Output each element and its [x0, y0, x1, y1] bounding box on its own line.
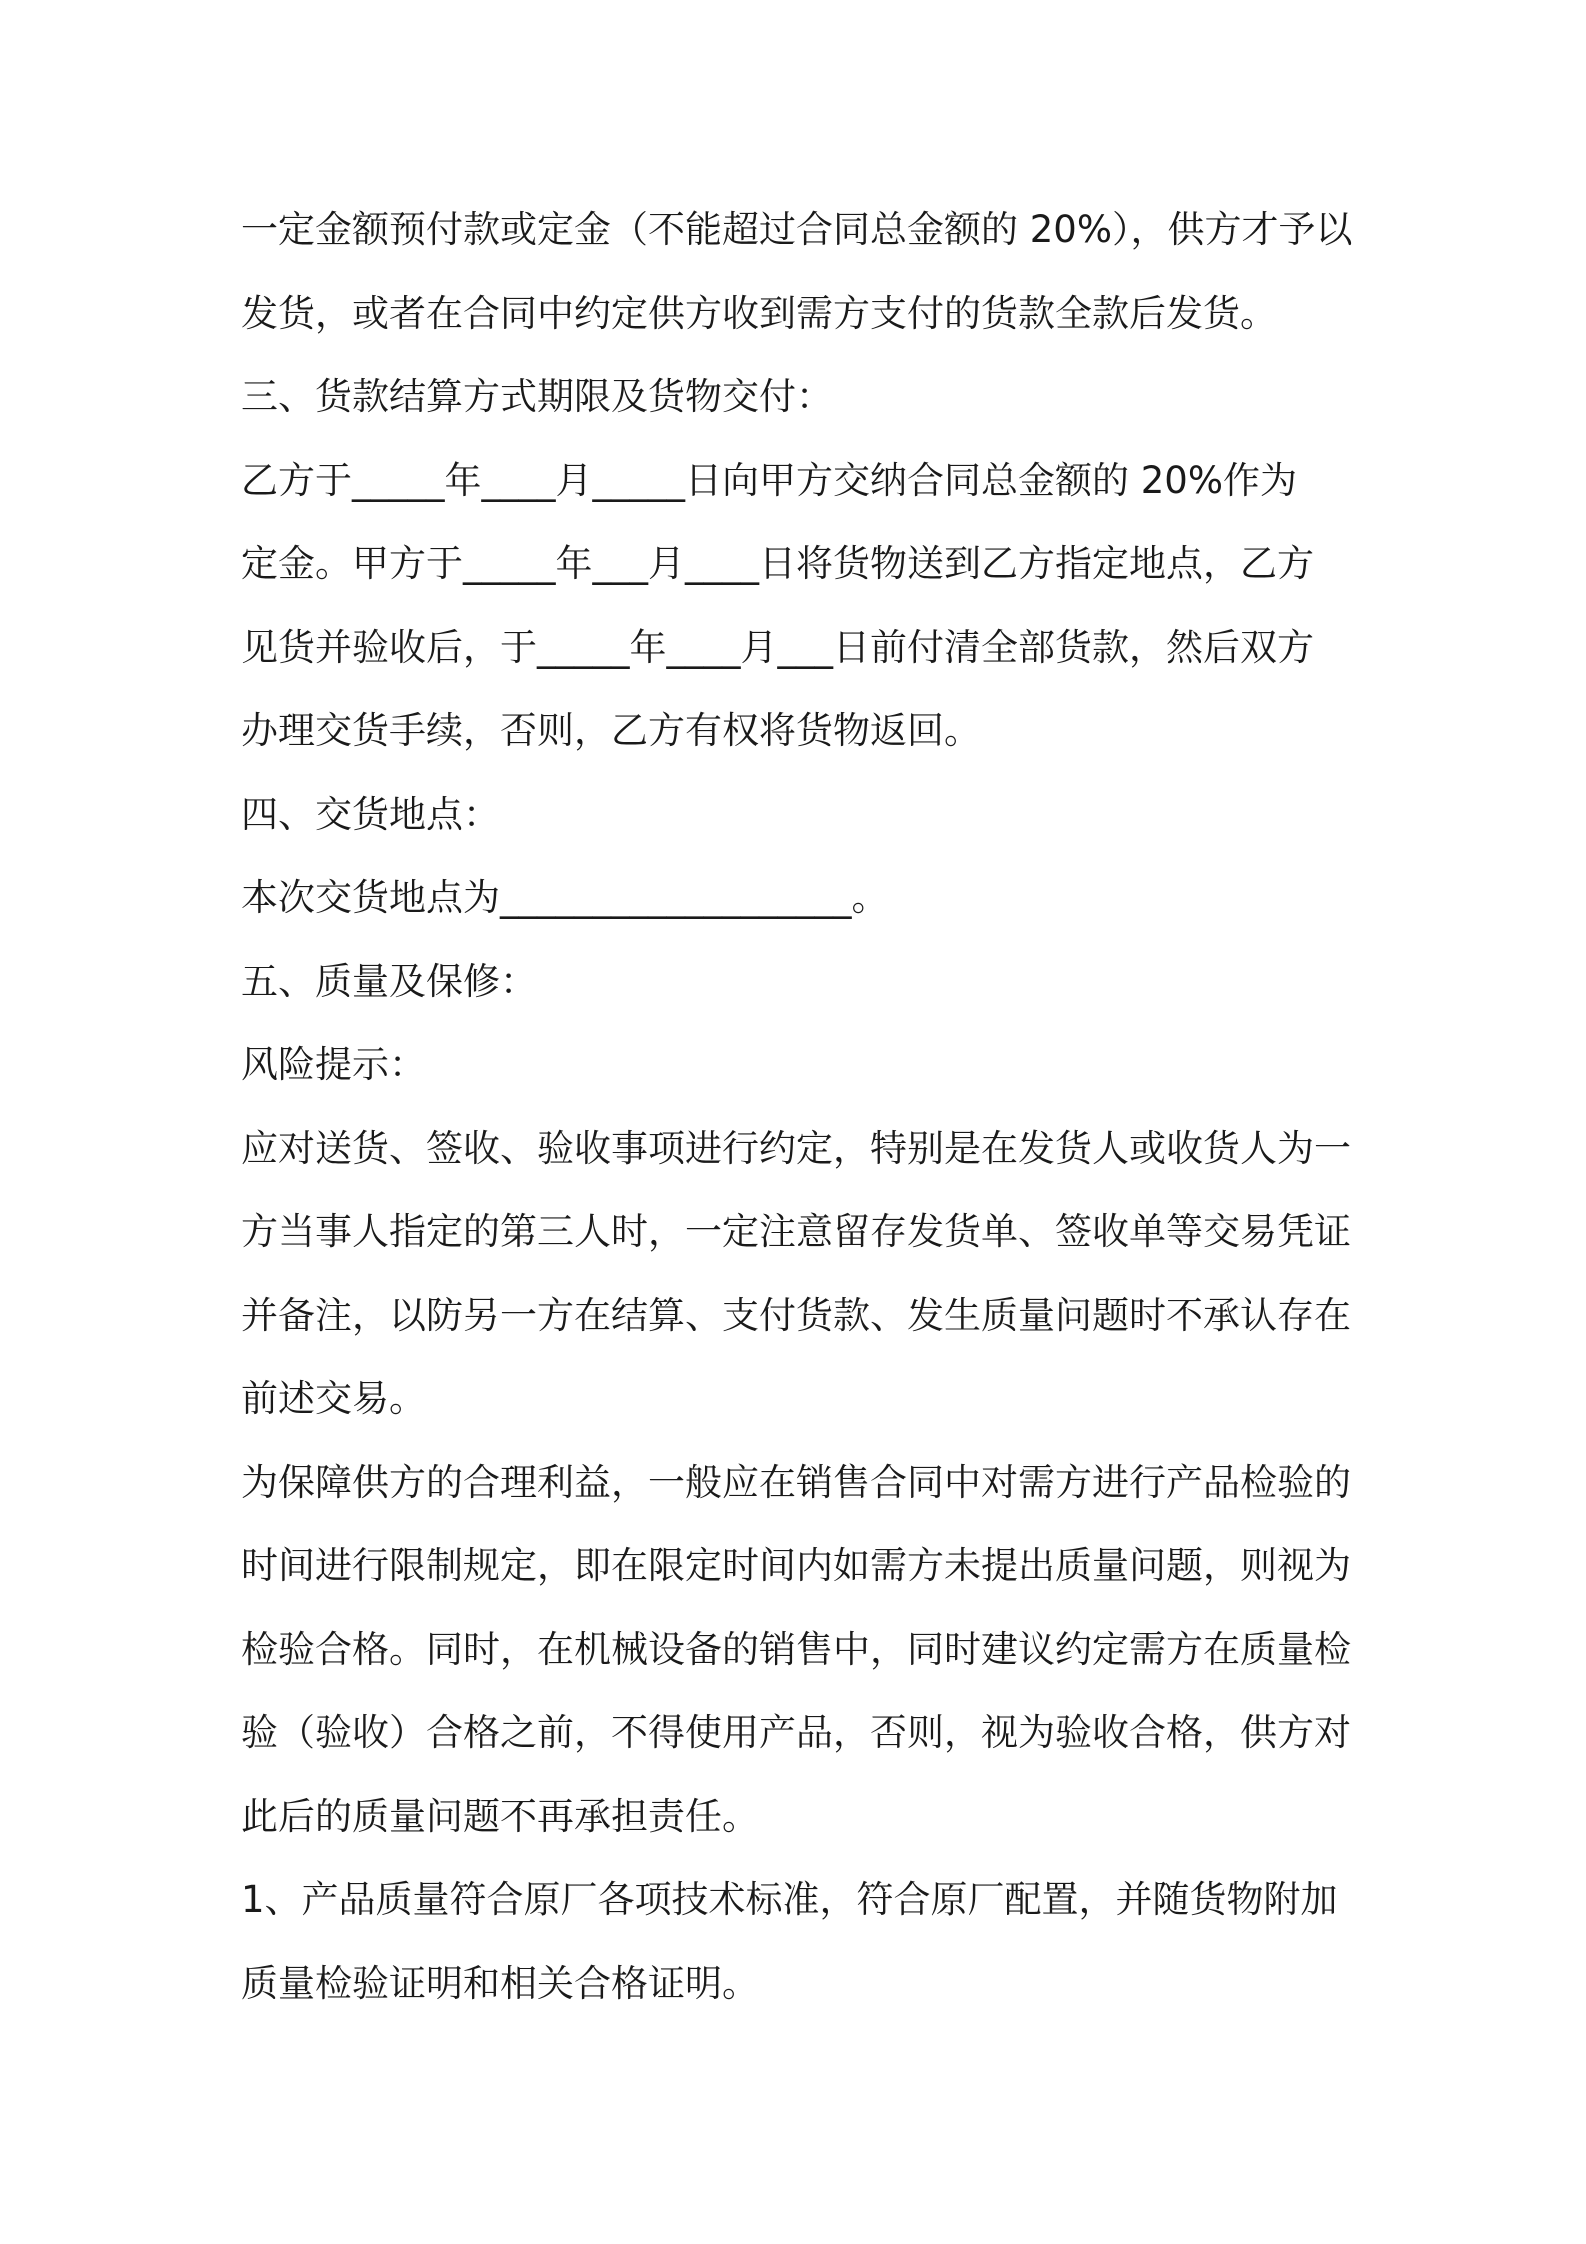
risk-note-heading: 风险提示： [241, 1043, 426, 1086]
text-line: 为保障供方的合理利益，一般应在销售合同中对需方进行产品检验的 [241, 1460, 1351, 1504]
text-line: 发货，或者在合同中约定供方收到需方支付的货款全款后发货。 [241, 291, 1277, 335]
text-line: 乙方于_____年____月_____日向甲方交纳合同总金额的 20%作为 [241, 458, 1297, 502]
section-heading: 三、货款结算方式期限及货物交付： [241, 375, 833, 418]
text-line: 方当事人指定的第三人时，一定注意留存发货单、签收单等交易凭证 [241, 1210, 1351, 1253]
text-line: 一定金额预付款或定金（不能超过合同总金额的 20%），供方才予以 [241, 208, 1353, 251]
text-line: 并备注，以防另一方在结算、支付货款、发生质量问题时不承认存在 [241, 1293, 1351, 1337]
text-line: 见货并验收后，于_____年____月___日前付清全部货款，然后双方 [241, 625, 1314, 669]
text-line: 办理交货手续，否则，乙方有权将货物返回。 [241, 709, 981, 752]
document-body [241, 195, 1361, 2032]
text-line: 前述交易。 [241, 1377, 426, 1420]
text-line: 质量检验证明和相关合格证明。 [241, 1961, 759, 2005]
text-line: 定金。甲方于_____年___月____日将货物送到乙方指定地点，乙方 [241, 542, 1314, 585]
section-heading: 四、交货地点： [241, 792, 500, 836]
text-line: 应对送货、签收、验收事项进行约定，特别是在发货人或收货人为一 [241, 1126, 1351, 1170]
text-line: 验（验收）合格之前，不得使用产品，否则，视为验收合格，供方对 [241, 1711, 1351, 1754]
text-line: 1、产品质量符合原厂各项技术标准，符合原厂配置，并随货物附加 [241, 1878, 1338, 1921]
text-line: 本次交货地点为___________________。 [241, 876, 889, 919]
text-line: 检验合格。同时，在机械设备的销售中，同时建议约定需方在质量检 [241, 1627, 1351, 1671]
section-heading: 五、质量及保修： [241, 959, 537, 1003]
text-line: 此后的质量问题不再承担责任。 [241, 1794, 759, 1838]
text-line: 时间进行限制规定，即在限定时间内如需方未提出质量问题，则视为 [241, 1544, 1351, 1587]
